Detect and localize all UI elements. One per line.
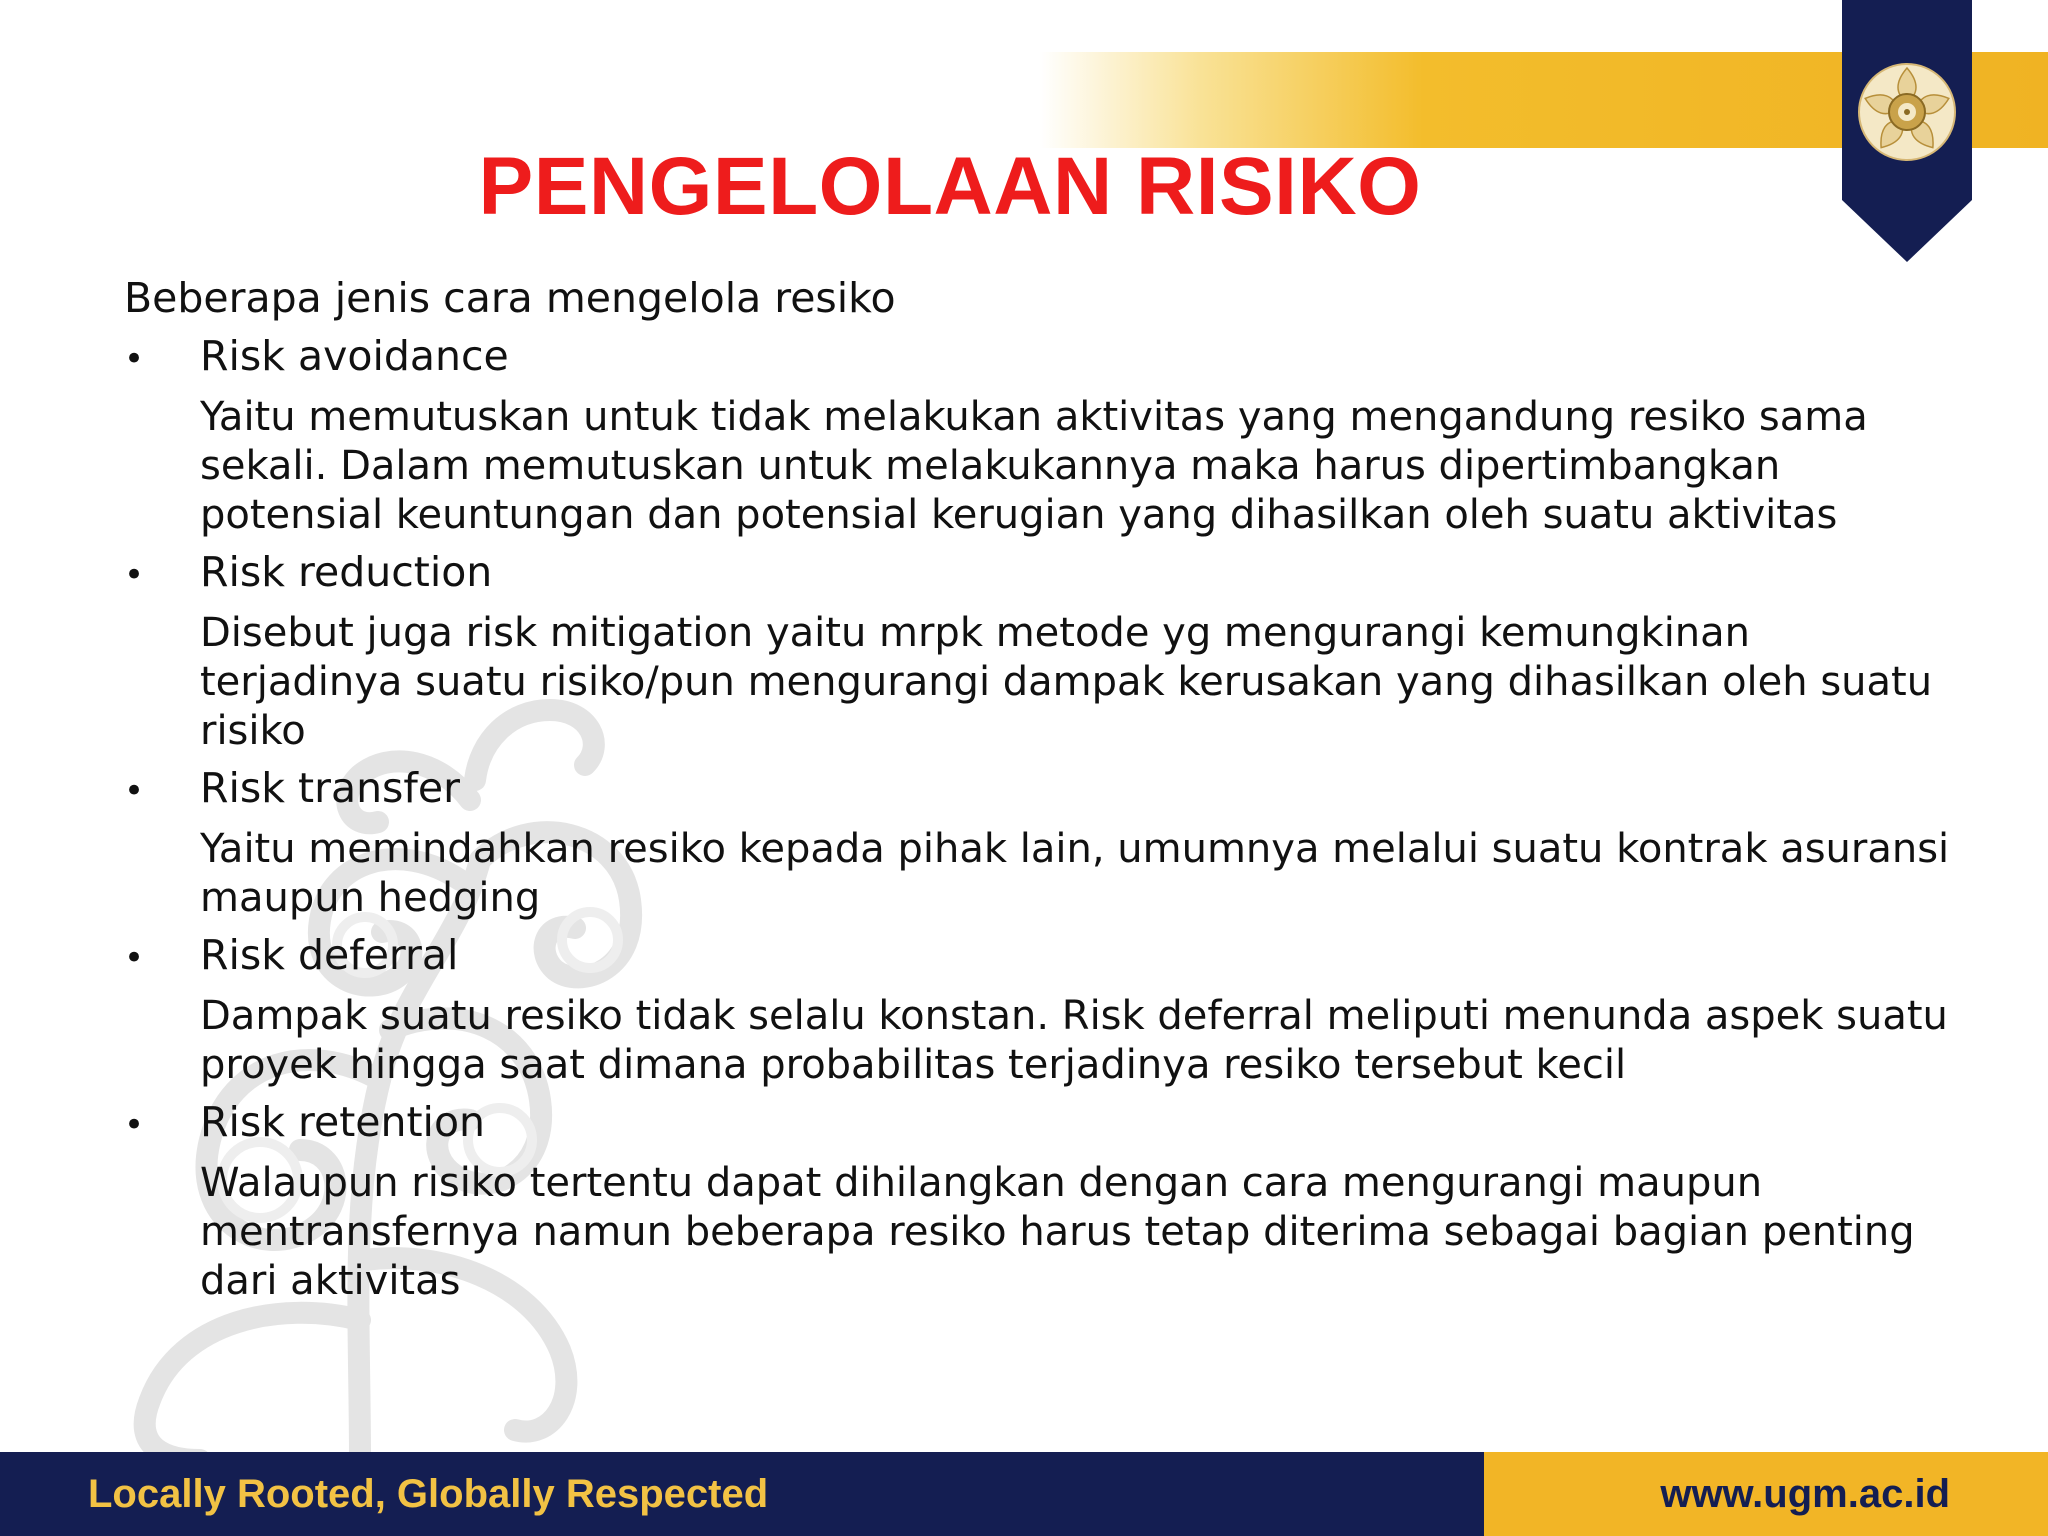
item-label: Risk reduction [200,548,493,596]
footer-tagline: Locally Rooted, Globally Respected [88,1472,769,1516]
intro-text: Beberapa jenis cara mengelola resiko [124,274,896,322]
bullet-icon: • [124,339,145,379]
footer-left-panel [0,1452,1484,1536]
list-item [124,762,1954,923]
item-label: Risk transfer [200,764,460,812]
bullet-icon: • [124,555,145,595]
item-label: Risk avoidance [200,332,509,380]
list-item [124,929,1954,1090]
item-label: Risk deferral [200,931,459,979]
item-label: Risk retention [200,1098,486,1146]
item-description: Walaupun risiko tertentu dapat dihilangkan dengan cara mengurangi maupun mentransfernya namun beberapa resiko harus tetap diterima sebagai bagian penting dari aktivitas [200,1160,1915,1304]
footer-bar [0,1452,2048,1536]
list-item [124,1096,1954,1306]
item-description: Yaitu memindahkan resiko kepada pihak lain, umumnya melalui suatu kontrak asuransi maupun hedging [200,826,1950,921]
item-description: Dampak suatu resiko tidak selalu konstan. Risk deferral meliputi menunda aspek suatu proyek hingga saat dimana probabilitas terjadinya resiko tersebut kecil [200,993,1948,1088]
slide-body [124,272,1954,1312]
item-description: Disebut juga risk mitigation yaitu mrpk metode yg mengurangi kemungkinan terjadinya suatu risiko/pun mengurangi dampak kerusakan yang dihasilkan oleh suatu risiko [200,610,1933,754]
slide-title: PENGELOLAAN RISIKO [478,141,1422,232]
item-description: Yaitu memutuskan untuk tidak melakukan aktivitas yang mengandung resiko sama sekali. Dalam memutuskan untuk melakukannya maka harus dipertimbangkan potensial keuntungan dan potensial kerugian yang dihasilkan oleh suatu aktivitas [200,394,1868,538]
list-item [124,546,1954,756]
footer-right-panel [1484,1452,2048,1536]
footer-website-link[interactable]: www.ugm.ac.id [1660,1472,1950,1516]
list-item [124,330,1954,540]
university-emblem-icon [1842,0,1972,262]
bullet-icon: • [124,1105,145,1145]
bullet-icon: • [124,771,145,811]
bullet-icon: • [124,938,145,978]
